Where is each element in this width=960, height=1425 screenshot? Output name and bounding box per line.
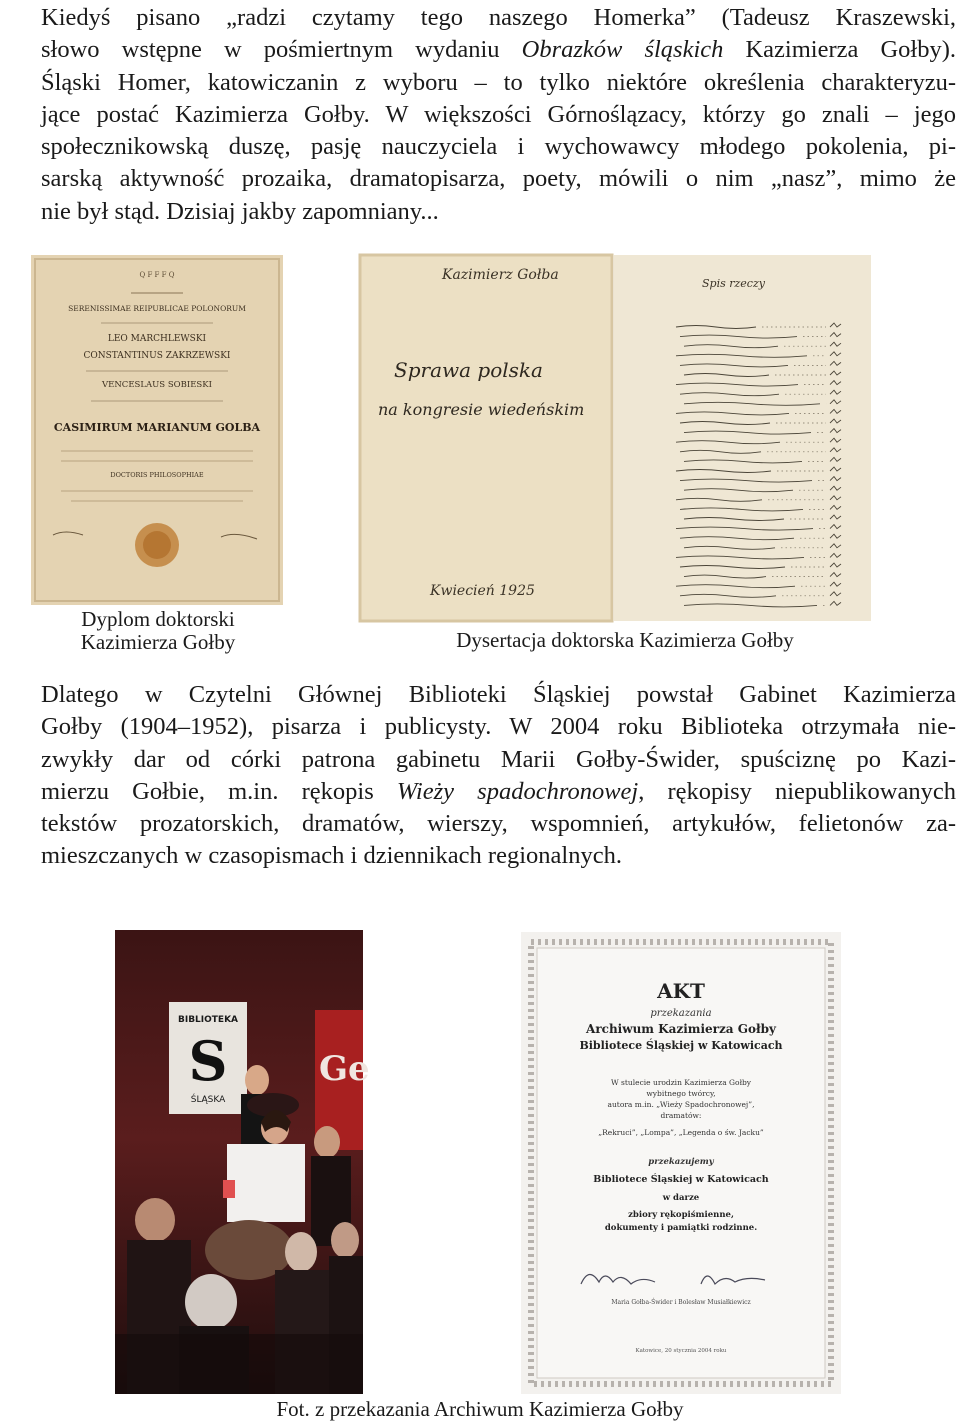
text-line: Gołby (1904–1952), pisarza i publicysty. W 2004 roku Biblioteka otrzymała nie- [41, 713, 956, 741]
dissertation-toc-scan [614, 255, 871, 621]
text-line: nie był stąd. Dzisiaj jakby zapomniany... [41, 197, 439, 225]
diploma-scan [31, 255, 283, 605]
text-line: Dlatego w Czytelni Głównej Biblioteki Śląskiej powstał Gabinet Kazimierza [41, 681, 956, 708]
akt-body-1: wybitnego twórcy, [646, 1089, 716, 1098]
akt-line1: Archiwum Kazimierza Gołby [586, 1022, 776, 1036]
toc-heading: Spis rzeczy [702, 277, 765, 290]
text-line: mieszczanych w czasopismach i dziennikach regionalnych. [41, 842, 622, 870]
diploma-caption-line2: Kazimierza Gołby [80, 630, 236, 654]
text-line: Kiedyś pisano „radzi czytamy tego naszego Homerka” (Tadeusz Kraszewski, [41, 4, 956, 31]
body-paragraph [4, 679, 956, 873]
poster-text: Ge [319, 1049, 370, 1089]
diploma-rector: LEO MARCHLEWSKI [107, 334, 207, 344]
diploma-heading: Q F F F Q [139, 271, 175, 279]
akt-gift-0: zbiory rękopiśmienne, [628, 1210, 734, 1220]
banner-sub: ŚLĄSKA [190, 1095, 226, 1105]
diploma-promotor: VENCESLAUS SOBIESKI [102, 380, 212, 390]
text-line: zwykły dar od córki patrona gabinetu Marii Gołby-Świder, spuściznę po Kazi- [41, 745, 956, 773]
text-line: sarską aktywność prozaika, dramatopisarza, poety, mówili o nim „nasz”, mimo że [41, 165, 956, 193]
akt-line2: Bibliotece Śląskiej w Katowicach [579, 1039, 783, 1052]
text-line: tekstów prozatorskich, dramatów, wierszy, wspomnień, artykułów, felietonów za- [41, 810, 956, 838]
intro-paragraph [4, 2, 956, 228]
akt-body-4: „Rekruci”, „Lompa”, „Legenda o św. Jacku” [598, 1128, 764, 1137]
akt-body-2: autora m.in. „Wieży Spadochronowej”, [607, 1100, 755, 1109]
akt-gift-1: dokumenty i pamiątki rodzinne. [604, 1223, 758, 1233]
akt-transferred: przekazujemy [648, 1157, 714, 1167]
diploma-dean: CONSTANTINUS ZAKRZEWSKI [83, 351, 231, 361]
akt-date: Katowice, 20 stycznia 2004 roku [635, 1348, 727, 1354]
italic-title: Obrazków śląskich [521, 36, 724, 64]
dissertation-title-scan [360, 255, 612, 621]
banner-letter: S [188, 1029, 228, 1093]
banner-word: BIBLIOTEKA [177, 1015, 239, 1025]
dissertation-date: Kwiecień 1925 [430, 583, 535, 599]
akt-title: AKT [657, 979, 705, 1003]
text-line: słowo wstępne w pośmiertnym wydaniu Obrazków śląskich Kazimierza Gołby). [41, 36, 956, 64]
italic-title: Wieży spadochronowej [396, 777, 639, 805]
akt-library: Bibliotece Śląskiej w Katowicach [593, 1174, 769, 1185]
akt-document-scan [521, 932, 841, 1394]
diploma-caption-line1: Dyplom doktorski [81, 607, 235, 631]
text-line: mierzu Gołbie, m.in. rękopis Wieży spadochronowej, rękopisy niepublikowanych [41, 777, 956, 805]
akt-signers: Maria Gołba-Świder i Bolesław Musiałkiewicz [611, 1299, 751, 1306]
diploma-name: CASIMIRUM MARIANUM GOLBA [53, 421, 261, 434]
akt-body-0: W stulecie urodzin Kazimierza Gołby [610, 1078, 752, 1087]
dissertation-title-line1: Sprawa polska [394, 358, 543, 382]
text-line: społecznikowską duszę, pasję nauczyciela i wychowawcy młodego pokolenia, pi- [41, 133, 956, 161]
dissertation-caption: Dysertacja doktorska Kazimierza Gołby [456, 628, 794, 652]
akt-body-3: dramatów: [660, 1111, 702, 1120]
event-photo [115, 930, 370, 1394]
text-line: Śląski Homer, katowiczanin z wyboru – to tylko niektóre określenia charakteryzu- [41, 68, 956, 96]
akt-subtitle: przekazania [650, 1008, 712, 1019]
author-signature: Kazimierz Gołba [442, 267, 559, 283]
text-line: jące postać Kazimierza Gołby. W większości Górnoślązacy, którzy go znali – jego [41, 100, 956, 128]
diploma-degree: DOCTORIS PHILOSOPHIAE [110, 471, 204, 479]
dissertation-title-line2: na kongresie wiedeńskim [378, 400, 585, 419]
diploma-caption [30, 608, 286, 654]
diploma-republic: SERENISSIMAE REIPUBLICAE POLONORUM [68, 304, 246, 313]
akt-gift: w darze [662, 1193, 700, 1203]
photos-caption: Fot. z przekazania Archiwum Kazimierza Gołby [276, 1397, 684, 1421]
